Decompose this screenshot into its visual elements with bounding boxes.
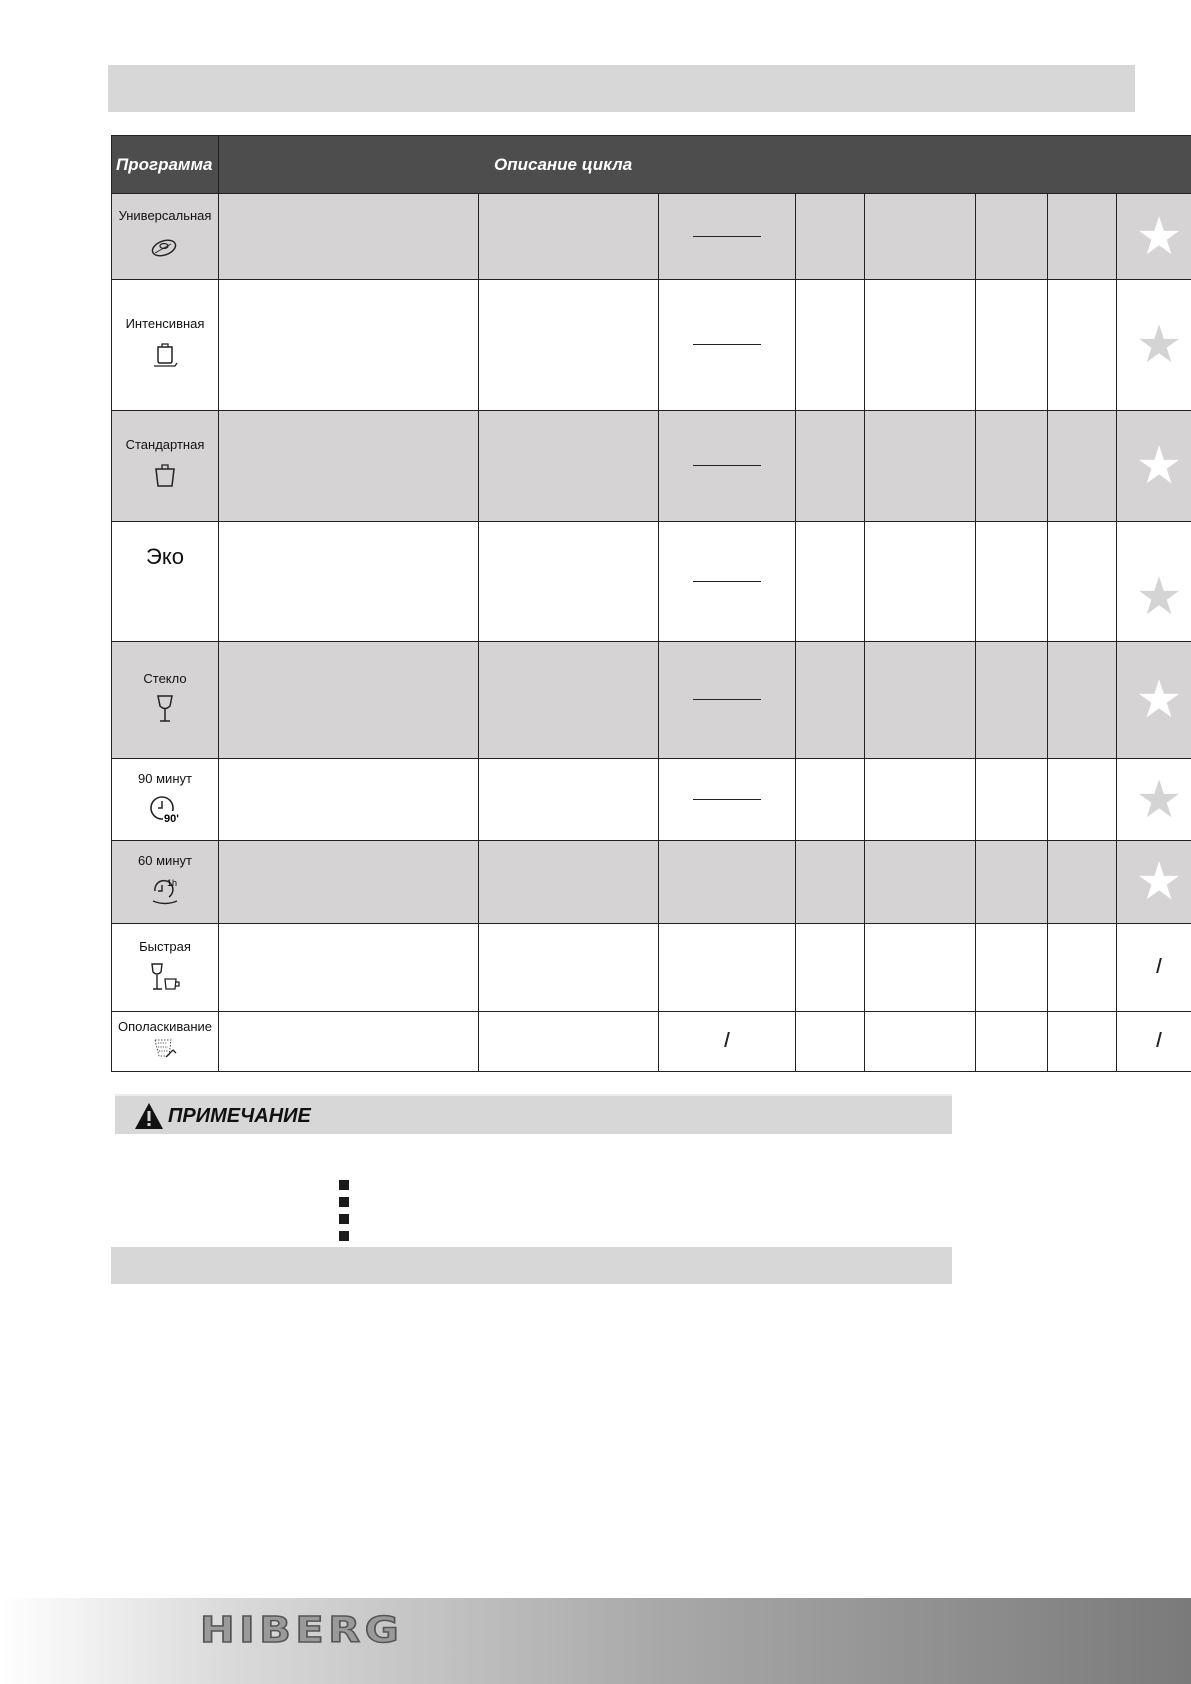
program-cell <box>112 841 219 924</box>
program-name: Стекло <box>143 671 187 686</box>
program-cell <box>112 411 219 522</box>
bullet-list <box>339 1180 349 1248</box>
program-cell <box>112 924 219 1012</box>
program-name: Быстрая <box>139 938 191 954</box>
bullet-marker <box>339 1197 349 1207</box>
table-row <box>112 280 1191 411</box>
svg-text:1h: 1h <box>167 878 178 888</box>
warning-triangle-icon <box>134 1102 164 1130</box>
program-name: 60 минут <box>138 853 192 868</box>
bullet-marker <box>339 1214 349 1224</box>
program-name: 90 минут <box>138 770 192 786</box>
table-row <box>112 759 1191 841</box>
universal-dish-icon <box>149 231 181 261</box>
header-description: Описание цикла <box>219 136 1191 194</box>
table-row <box>112 522 1191 642</box>
table-row <box>112 841 1191 924</box>
program-name: Эко <box>146 544 184 569</box>
blank-line <box>693 236 761 237</box>
header-program: Программа <box>112 136 219 194</box>
table-row <box>112 1012 1191 1072</box>
clock-90-icon <box>149 794 181 824</box>
blank-line <box>693 581 761 582</box>
program-cell <box>112 1012 219 1072</box>
slash-mark <box>1156 958 1162 973</box>
table-row <box>112 411 1191 522</box>
brand-logo: HIBERG <box>200 1610 404 1651</box>
program-cell <box>112 522 219 642</box>
svg-text:90': 90' <box>164 812 179 824</box>
clock-1h-icon <box>149 876 181 906</box>
slash-mark <box>724 1032 730 1047</box>
blank-line <box>693 799 761 800</box>
glass-cup-icon <box>149 962 181 992</box>
bottom-section-band <box>111 1247 952 1284</box>
program-cell <box>112 194 219 280</box>
star-icon: ★ <box>1135 567 1183 627</box>
blank-line <box>693 465 761 466</box>
blank-line <box>693 344 761 345</box>
note-header <box>115 1094 952 1134</box>
program-cell <box>112 759 219 841</box>
star-icon: ★ <box>1135 769 1183 830</box>
program-cell <box>112 280 219 411</box>
bullet-marker <box>339 1231 349 1241</box>
table-row <box>112 642 1191 759</box>
table-row <box>112 924 1191 1012</box>
note-title: ПРИМЕЧАНИЕ <box>168 1105 311 1127</box>
star-icon: ★ <box>1135 206 1183 267</box>
star-icon: ★ <box>1135 670 1183 730</box>
intensive-pot-icon <box>149 339 181 369</box>
rinse-spray-icon <box>149 1038 181 1060</box>
blank-line <box>693 699 761 700</box>
star-icon: ★ <box>1135 315 1183 375</box>
program-cell <box>112 642 219 759</box>
program-name: Интенсивная <box>125 316 205 331</box>
program-name: Стандартная <box>125 437 205 452</box>
program-name: Ополаскивание <box>117 1018 213 1034</box>
slash-mark <box>1156 1032 1162 1047</box>
star-icon: ★ <box>1135 852 1183 912</box>
page-footer <box>0 1598 1191 1684</box>
program-name: Универсальная <box>118 207 212 223</box>
table-row <box>112 194 1191 280</box>
star-icon: ★ <box>1135 436 1183 496</box>
table-header-row <box>112 136 1191 194</box>
program-table <box>111 135 1191 1072</box>
bullet-marker <box>339 1180 349 1190</box>
wine-glass-icon <box>149 694 181 724</box>
top-section-band <box>108 65 1135 112</box>
standard-pot-icon <box>149 460 181 490</box>
